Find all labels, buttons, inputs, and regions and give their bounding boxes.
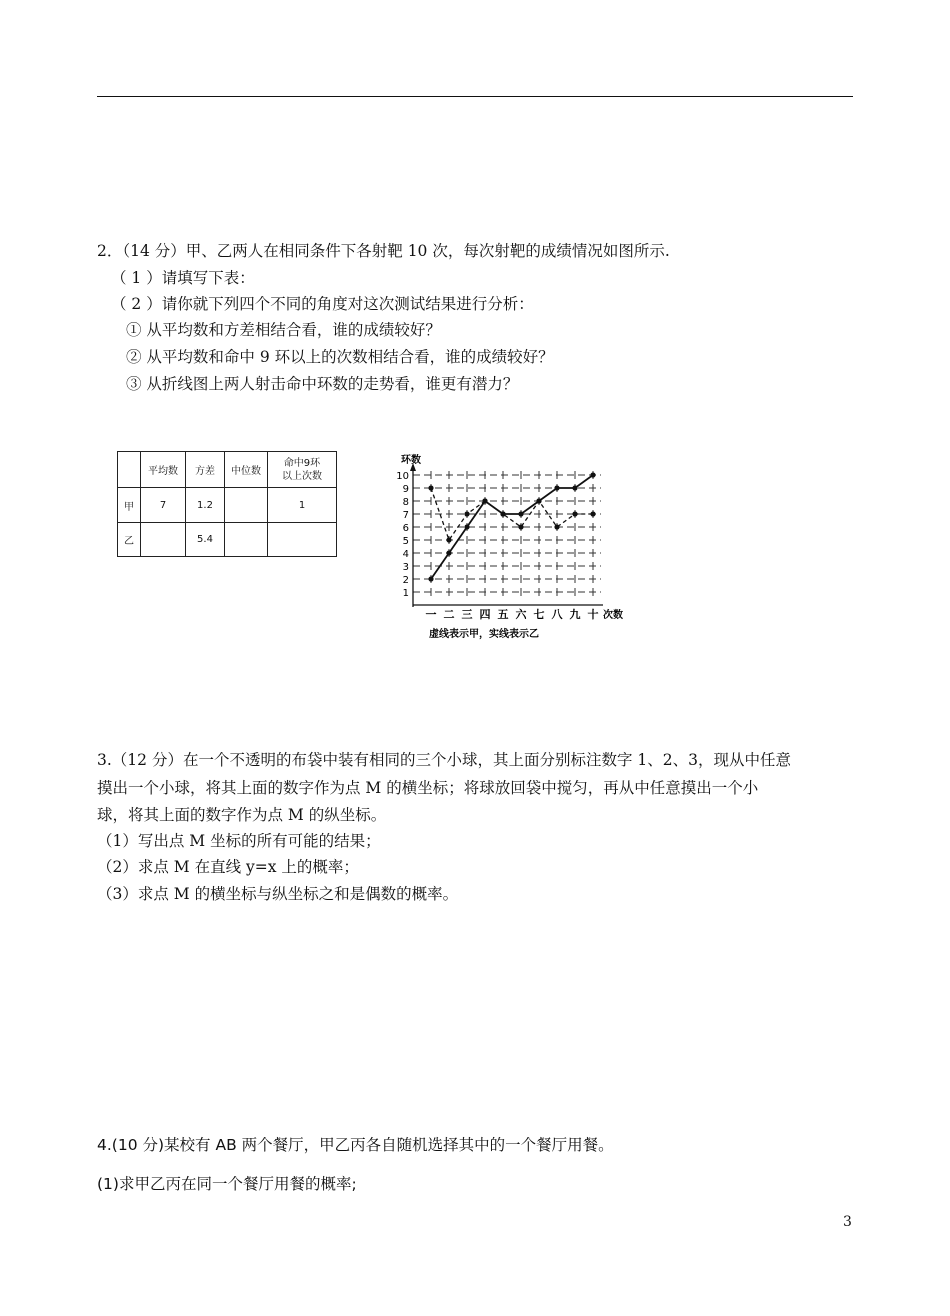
x-tick-label: 九 — [569, 608, 581, 621]
data-point — [428, 485, 433, 490]
q3-line2: 摸出一个小球，将其上面的数字作为点 M 的横坐标；将球放回袋中搅匀，再从中任意摸出一个小 — [97, 779, 759, 797]
data-point — [446, 537, 451, 542]
q2-sub2: ② 从平均数和命中 9 环以上的次数相结合看，谁的成绩较好？ — [126, 348, 554, 366]
q4-part1: (1)求甲乙丙在同一个餐厅用餐的概率; — [97, 1175, 357, 1193]
table-cell-mean — [141, 523, 186, 557]
data-point — [464, 511, 469, 516]
data-point — [518, 511, 523, 516]
data-point — [482, 498, 487, 503]
table-header-mean: 平均数 — [141, 452, 186, 488]
table-cell-name: 乙 — [118, 523, 141, 557]
y-tick-label: 7 — [402, 510, 409, 521]
x-tick-label: 一 — [425, 608, 437, 621]
q2-title: 2．（14 分）甲、乙两人在相同条件下各射靶 10 次，每次射靶的成绩情况如图所示. — [97, 242, 670, 260]
table-cell-median — [225, 488, 268, 523]
q2-part2: （ 2 ）请你就下列四个不同的角度对这次测试结果进行分析： — [111, 295, 534, 313]
table-row — [118, 523, 337, 557]
x-tick-label: 五 — [497, 608, 509, 621]
data-point — [554, 485, 559, 490]
table-cell-hits — [268, 523, 337, 557]
y-tick-label: 2 — [402, 575, 409, 586]
data-point — [572, 511, 577, 516]
y-tick-label: 4 — [402, 549, 409, 560]
shooting-line-chart — [374, 448, 623, 648]
q3-line1: 3.（12 分）在一个不透明的布袋中装有相同的三个小球，其上面分别标注数字 1、2、3，现从中任意 — [97, 751, 791, 769]
data-point — [572, 485, 577, 490]
table-cell-median — [225, 523, 268, 557]
header-rule — [97, 96, 853, 97]
x-tick-label: 八 — [551, 608, 563, 621]
data-point — [590, 511, 595, 516]
y-axis-label: 环数 — [401, 455, 421, 466]
y-tick-label: 6 — [402, 523, 409, 534]
data-point — [590, 472, 595, 477]
table-cell-mean: 7 — [141, 488, 186, 523]
y-tick-label: 10 — [396, 471, 409, 482]
table-header-hits — [268, 452, 337, 488]
data-point — [428, 576, 433, 581]
x-tick-label: 七 — [533, 608, 545, 621]
table-header-variance: 方差 — [186, 452, 225, 488]
x-axis-label: 次数 — [603, 610, 623, 621]
q2-sub3: ③ 从折线图上两人射击命中环数的走势看，谁更有潜力？ — [126, 375, 519, 393]
x-tick-label: 二 — [443, 608, 455, 621]
chart-caption: 虚线表示甲，实线表示乙 — [429, 629, 539, 640]
table-header-hits-line1: 命中9环 — [283, 457, 321, 469]
page-number: 3 — [843, 1214, 852, 1230]
y-tick-label: 3 — [402, 562, 409, 573]
q3-part3: （3）求点 M 的横坐标与纵坐标之和是偶数的概率。 — [97, 885, 459, 903]
data-point — [518, 524, 523, 529]
score-table — [117, 451, 337, 557]
y-tick-label: 5 — [402, 536, 409, 547]
table-cell-variance: 5.4 — [186, 523, 225, 557]
data-point — [464, 524, 469, 529]
q3-part1: （1）写出点 M 坐标的所有可能的结果； — [97, 832, 381, 850]
data-point — [446, 550, 451, 555]
y-tick-label: 8 — [402, 497, 409, 508]
q2-sub1: ① 从平均数和方差相结合看，谁的成绩较好？ — [126, 321, 441, 339]
data-point — [554, 524, 559, 529]
table-header-blank — [118, 452, 141, 488]
q3-part2: （2）求点 M 在直线 y=x 上的概率； — [97, 858, 359, 876]
x-tick-label: 四 — [479, 608, 491, 621]
y-tick-label: 1 — [402, 588, 409, 599]
x-tick-label: 十 — [587, 608, 599, 621]
table-header-hits-line2: 以上次数 — [282, 470, 322, 482]
table-cell-variance: 1.2 — [186, 488, 225, 523]
data-point — [536, 498, 541, 503]
x-tick-label: 六 — [515, 608, 527, 621]
y-tick-label: 9 — [402, 484, 409, 495]
q2-part1: （ 1 ）请填写下表： — [111, 269, 255, 287]
data-point — [500, 511, 505, 516]
table-cell-hits: 1 — [268, 488, 337, 523]
x-tick-label: 三 — [461, 608, 473, 621]
table-cell-name: 甲 — [118, 488, 141, 523]
q4-title: 4.(10 分)某校有 AB 两个餐厅，甲乙丙各自随机选择其中的一个餐厅用餐。 — [97, 1136, 614, 1154]
q3-line3: 球，将其上面的数字作为点 M 的纵坐标。 — [97, 806, 387, 824]
table-row — [118, 488, 337, 523]
table-header-row — [118, 452, 337, 488]
table-header-median: 中位数 — [225, 452, 268, 488]
